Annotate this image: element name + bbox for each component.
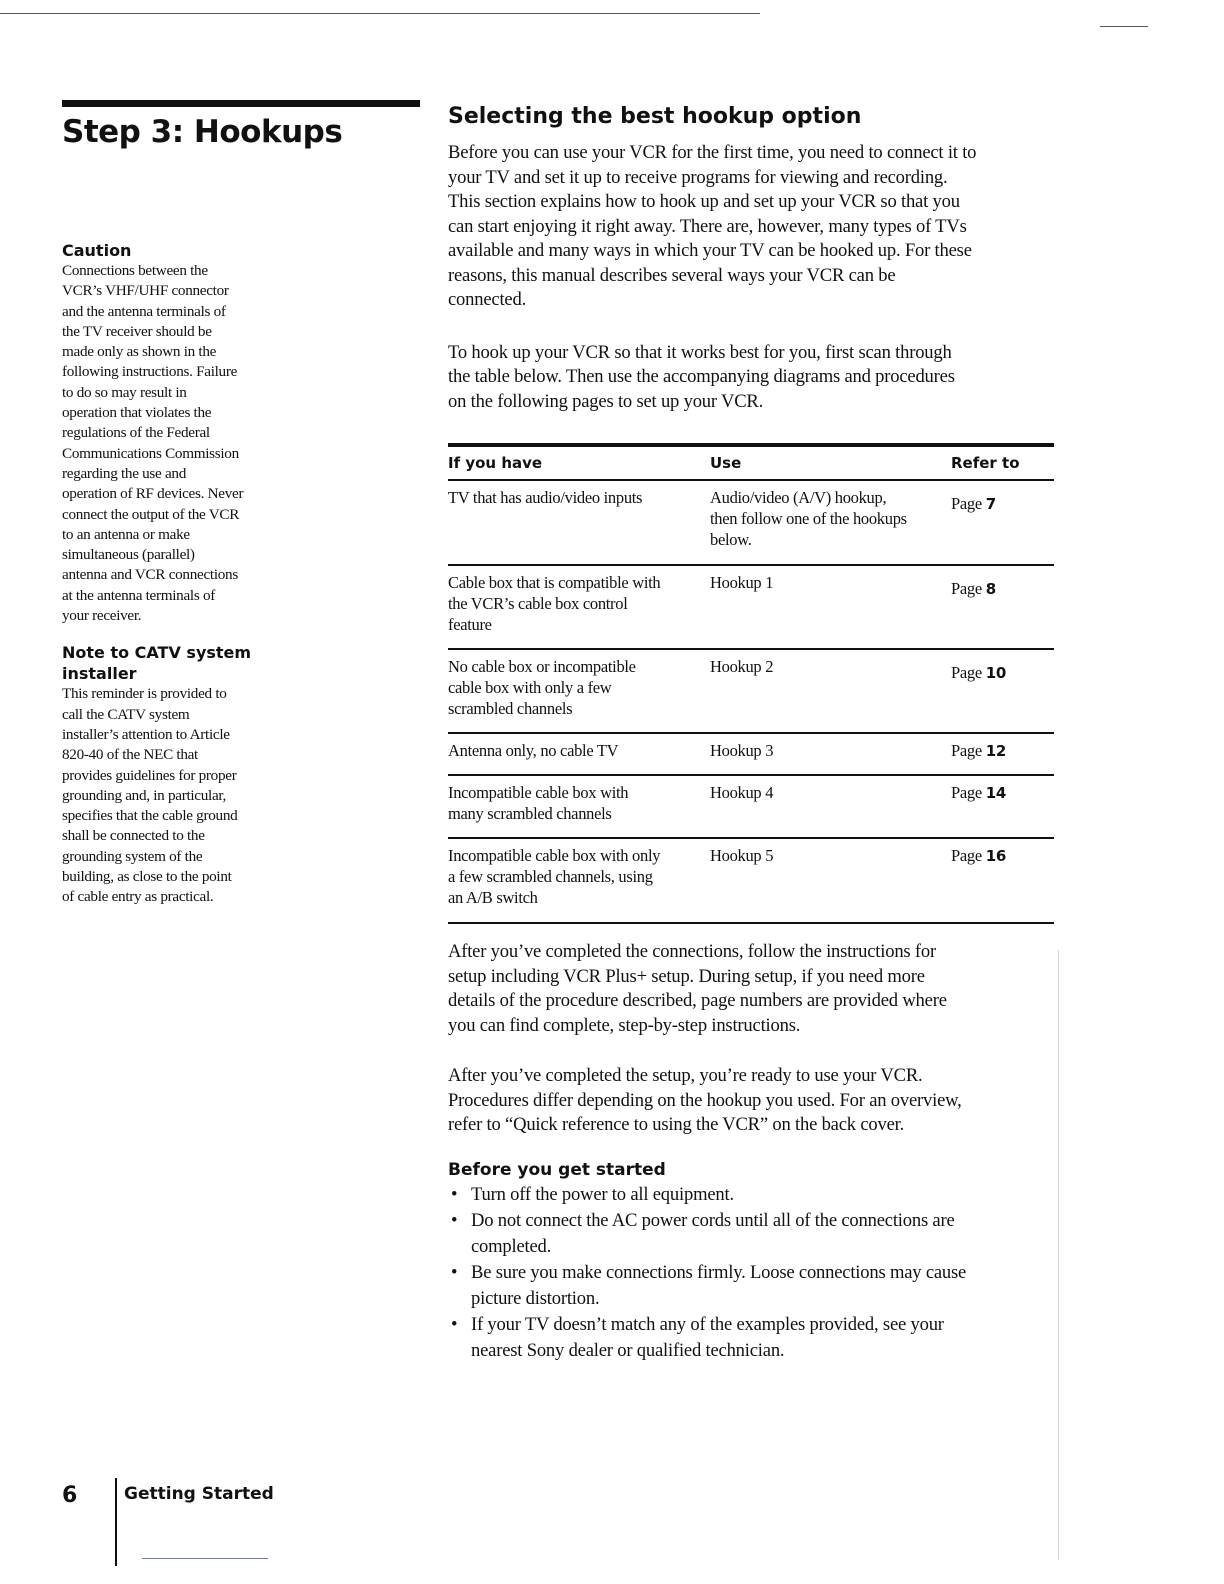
caution-line: regarding the use and	[62, 464, 187, 482]
bullet-icon: •	[451, 1313, 458, 1335]
caution-line: connect the output of the VCR	[62, 505, 240, 523]
page-label: Page	[951, 741, 982, 760]
caution-heading: Caution	[62, 241, 132, 260]
cell-line: Hookup 5	[710, 846, 774, 865]
page-number: 12	[985, 742, 1006, 760]
scan-line: the table below. Then use the accompanying diagrams and procedures	[448, 366, 955, 387]
cell-line: No cable box or incompatible	[448, 657, 636, 676]
checklist-item	[448, 1208, 1058, 1260]
caution-line: antenna and VCR connections	[62, 566, 238, 584]
intro-line: connected.	[448, 289, 527, 310]
cell-line: Incompatible cable box with only	[448, 846, 661, 865]
note-line: building, as close to the point	[62, 868, 232, 886]
note-line: of cable entry as practical.	[62, 888, 214, 906]
cell-have	[448, 782, 710, 837]
table-row	[448, 566, 1054, 648]
cell-line: Incompatible cable box with	[448, 783, 629, 802]
table-header-row	[448, 447, 1054, 479]
cell-line: an A/B switch	[448, 888, 538, 907]
hookup-table	[448, 443, 1054, 924]
intro-line: reasons, this manual describes several ways your VCR can be	[448, 264, 896, 286]
page-footer	[62, 1478, 362, 1568]
caution-line: made only as shown in the	[62, 343, 217, 361]
cell-have	[448, 656, 710, 732]
page-label: Page	[951, 663, 982, 682]
scan-paragraph	[448, 341, 1058, 415]
page-number: 6	[62, 1483, 78, 1508]
cell-have	[448, 740, 710, 774]
note-heading-line: installer	[62, 664, 137, 684]
page-number: 10	[985, 664, 1006, 682]
page-number: 7	[985, 495, 996, 513]
scan-line: To hook up your VCR so that it works best for you, first scan through	[448, 341, 952, 363]
bullet-icon: •	[451, 1261, 458, 1283]
page-number: 16	[985, 847, 1006, 865]
checklist-line: nearest Sony dealer or qualified technician.	[471, 1339, 785, 1361]
cell-refer	[951, 487, 1054, 564]
after-line: details of the procedure described, page numbers are provided where	[448, 990, 947, 1011]
bullet-icon: •	[451, 1183, 458, 1205]
cell-use	[710, 572, 951, 648]
cell-line: a few scrambled channels, using	[448, 867, 653, 886]
note-line: specifies that the cable ground	[62, 807, 238, 825]
page-number: 14	[985, 784, 1006, 802]
cell-refer	[951, 845, 1054, 922]
cell-line: Antenna only, no cable TV	[448, 741, 619, 760]
header-use: Use	[710, 454, 742, 472]
note-line: call the CATV system	[62, 705, 190, 723]
intro-line: can start enjoying it right away. There are, however, many types of TVs	[448, 215, 967, 237]
note-line: shall be connected to the	[62, 827, 205, 845]
checklist-line: Turn off the power to all equipment.	[471, 1183, 734, 1205]
sidebar	[62, 240, 287, 908]
step-title-bar	[62, 100, 420, 107]
caution-line: to do so may result in	[62, 383, 187, 401]
cell-line: many scrambled channels	[448, 804, 612, 823]
top-scan-rule	[0, 13, 760, 14]
checklist-line: picture distortion.	[471, 1287, 600, 1309]
caution-line: at the antenna terminals of	[62, 586, 215, 604]
cell-line: Hookup 2	[710, 657, 774, 676]
caution-line: operation that violates the	[62, 404, 212, 422]
paragraph-gap	[448, 1038, 1058, 1064]
cell-line: feature	[448, 615, 492, 634]
cell-use	[710, 782, 951, 837]
cell-refer	[951, 656, 1054, 732]
scan-edge-line	[1058, 950, 1059, 1560]
after-line: you can find complete, step-by-step instructions.	[448, 1014, 801, 1036]
cell-line: Hookup 1	[710, 573, 774, 592]
main-column	[448, 104, 1058, 414]
intro-line: your TV and set it up to receive programs for viewing and recording.	[448, 166, 948, 188]
page-label: Page	[951, 579, 982, 598]
cell-line: then follow one of the hookups	[710, 509, 907, 528]
cell-line: below.	[710, 530, 752, 549]
caution-line: simultaneous (parallel)	[62, 546, 195, 564]
section-name: Getting Started	[124, 1484, 274, 1504]
checklist-line: If your TV doesn’t match any of the examples provided, see your	[471, 1313, 944, 1335]
caution-line: regulations of the Federal	[62, 424, 210, 442]
caution-line: Connections between the	[62, 262, 208, 279]
caution-line: and the antenna terminals of	[62, 302, 226, 320]
page-number: 8	[985, 580, 996, 598]
caution-line: following instructions. Failure	[62, 363, 238, 381]
intro-line: This section explains how to hook up and set up your VCR so that you	[448, 191, 960, 212]
top-scan-rule-right	[1100, 26, 1148, 27]
checklist	[448, 1182, 1058, 1364]
cell-line: Audio/video (A/V) hookup,	[710, 488, 887, 507]
note-line: installer’s attention to Article	[62, 725, 230, 743]
page-label: Page	[951, 494, 982, 513]
cell-use	[710, 845, 951, 922]
checklist-line: completed.	[471, 1235, 552, 1257]
after-section	[448, 940, 1058, 1364]
note-line: provides guidelines for proper	[62, 766, 237, 784]
after-line: setup including VCR Plus+ setup. During setup, if you need more	[448, 965, 925, 987]
table-row	[448, 776, 1054, 837]
cell-line: TV that has audio/video inputs	[448, 488, 643, 507]
bullet-icon: •	[451, 1209, 458, 1231]
checklist-item	[448, 1312, 1058, 1364]
caution-text	[62, 261, 287, 626]
header-refer-to: Refer to	[951, 454, 1020, 472]
cell-line: cable box with only a few	[448, 678, 612, 697]
scan-line: on the following pages to set up your VCR.	[448, 390, 764, 412]
cell-refer	[951, 572, 1054, 648]
cell-line: Cable box that is compatible with	[448, 573, 661, 592]
note-line: grounding and, in particular,	[62, 786, 227, 804]
after-line: After you’ve completed the setup, you’re ready to use your VCR.	[448, 1065, 923, 1086]
intro-paragraph	[448, 141, 1058, 313]
after-paragraph-1	[448, 940, 1058, 1038]
cell-line: the VCR’s cable box control	[448, 594, 628, 613]
footer-divider	[115, 1478, 117, 1566]
caution-line: the TV receiver should be	[62, 322, 212, 340]
note-line: 820-40 of the NEC that	[62, 746, 198, 764]
paragraph-gap	[448, 313, 1058, 341]
table-row	[448, 839, 1054, 922]
cell-use	[710, 740, 951, 774]
checklist-item	[448, 1182, 1058, 1208]
checklist-line: Do not connect the AC power cords until all of the connections are	[471, 1209, 955, 1231]
cell-refer	[951, 740, 1054, 774]
table-row	[448, 734, 1054, 774]
after-line: After you’ve completed the connections, follow the instructions for	[448, 941, 936, 962]
header-if-you-have: If you have	[448, 454, 543, 472]
cell-have	[448, 572, 710, 648]
caution-line: operation of RF devices. Never	[62, 485, 244, 503]
cell-have	[448, 487, 710, 564]
cell-line: Hookup 4	[710, 783, 774, 802]
table-row	[448, 650, 1054, 732]
cell-use	[710, 656, 951, 732]
note-heading-line: Note to CATV system	[62, 643, 252, 663]
intro-line: Before you can use your VCR for the first time, you need to connect it to	[448, 142, 977, 163]
cell-have	[448, 845, 710, 922]
cell-line: scrambled channels	[448, 699, 573, 718]
page-label: Page	[951, 783, 982, 802]
caution-line: to an antenna or make	[62, 525, 190, 543]
page-label: Page	[951, 846, 982, 865]
caution-line: your receiver.	[62, 607, 142, 625]
note-text	[62, 684, 287, 907]
table-row	[448, 481, 1054, 564]
after-line: refer to “Quick reference to using the VCR” on the back cover.	[448, 1114, 905, 1135]
table-bottom-rule	[448, 922, 1054, 924]
cell-use	[710, 487, 951, 564]
cell-line: Hookup 3	[710, 741, 774, 760]
note-line: grounding system of the	[62, 847, 203, 865]
note-line: This reminder is provided to	[62, 685, 227, 703]
after-paragraph-2	[448, 1064, 1058, 1138]
after-line: Procedures differ depending on the hookup you used. For an overview,	[448, 1089, 962, 1111]
footer-underline	[142, 1558, 268, 1559]
sidebar-gap	[62, 626, 287, 642]
caution-line: VCR’s VHF/UHF connector	[62, 282, 229, 300]
cell-refer	[951, 782, 1054, 837]
checklist-item	[448, 1260, 1058, 1312]
checklist-line: Be sure you make connections firmly. Loose connections may cause	[471, 1261, 967, 1283]
intro-line: available and many ways in which your TV can be hooked up. For these	[448, 240, 972, 261]
section-title: Selecting the best hookup option	[448, 104, 862, 129]
before-you-start-heading: Before you get started	[448, 1159, 666, 1180]
paragraph-gap	[448, 1138, 1058, 1158]
step-title: Step 3: Hookups	[62, 114, 343, 150]
caution-line: Communications Commission	[62, 444, 239, 462]
